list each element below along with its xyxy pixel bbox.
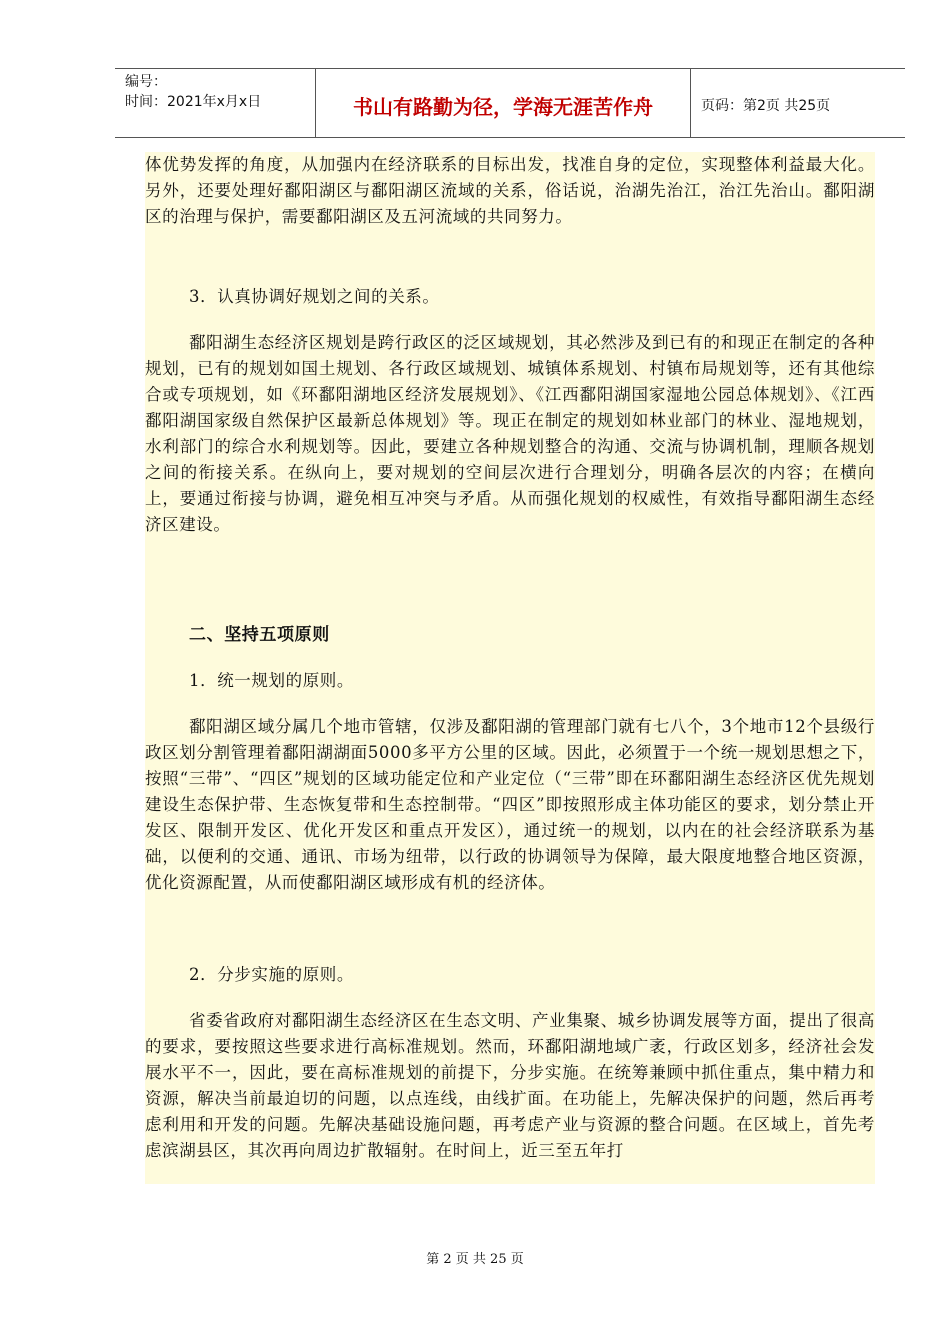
paragraph: 省委省政府对鄱阳湖生态经济区在生态文明、产业集聚、城乡协调发展等方面，提出了很高的要求，要按照这些要求进行高标准规划。然而，环鄱阳湖地域广袤，行政区划多，经济社会发展水平不一，因此，要在高标准规划的前提下，分步实施。在统筹兼顾中抓住重点，集中精力和资源，解决当前最迫切的问题，以点连线，由线扩面。在功能上，先解决保护的问题，然后再考虑利用和开发的问题。先解决基础设施问题，再考虑产业与资源的整合问题。在区域上，首先考虑滨湖县区，其次再向周边扩散辐射。在时间上，近三至五年打 — [145, 1011, 875, 1160]
document-body — [145, 152, 875, 1184]
section-item-title: 3．认真协调好规划之间的关系。 — [189, 287, 440, 306]
header-page-number: 页码：第2页 共25页 — [701, 98, 831, 114]
paragraph: 鄱阳湖生态经济区规划是跨行政区的泛区域规划，其必然涉及到已有的和现正在制定的各种规划，已有的规划如国土规划、各行政区域规划、城镇体系规划、村镇布局规划等，还有其他综合或专项规划，如《环鄱阳湖地区经济发展规划》、《江西鄱阳湖国家湿地公园总体规划》、《江西鄱阳湖国家级自然保护区最新总体规划》等。现正在制定的规划如林业部门的林业、湿地规划，水利部门的综合水利规划等。因此，要建立各种规划整合的沟通、交流与协调机制，理顺各规划之间的衔接关系。在纵向上，要对规划的空间层次进行合理划分，明确各层次的内容；在横向上，要通过衔接与协调，避免相互冲突与矛盾。从而强化规划的权威性，有效指导鄱阳湖生态经济区建设。 — [145, 333, 875, 534]
section-item-title: 2．分步实施的原则。 — [189, 965, 354, 984]
page-footer: 第 2 页 共 25 页 — [426, 1252, 524, 1267]
header-meta — [115, 69, 316, 137]
section-item-title: 1．统一规划的原则。 — [189, 671, 354, 690]
paragraph: 鄱阳湖区域分属几个地市管辖，仅涉及鄱阳湖的管理部门就有七八个，3个地市12个县级行政区划分割管理着鄱阳湖湖面5000多平方公里的区域。因此，必须置于一个统一规划思想之下，按照“三带”、“四区”规划的区域功能定位和产业定位（“三带”即在环鄱阳湖生态经济区优先规划建设生态保护带、生态恢复带和生态控制带。“四区”即按照形成主体功能区的要求，划分禁止开发区、限制开发区、优化开发区和重点开发区），通过统一的规划，以内在的社会经济联系为基础，以便利的交通、通讯、市场为纽带，以行政的协调领导为保障，最大限度地整合地区资源，优化资源配置，从而使鄱阳湖区域形成有机的经济体。 — [145, 717, 875, 892]
page-header — [115, 68, 905, 138]
paragraph: 体优势发挥的角度，从加强内在经济联系的目标出发，找准自身的定位，实现整体利益最大化。另外，还要处理好鄱阳湖区与鄱阳湖区流域的关系，俗话说，治湖先治江，治江先治山。鄱阳湖区的治理与保护，需要鄱阳湖区及五河流域的共同努力。 — [145, 155, 875, 226]
document-number-label: 编号： — [125, 74, 167, 90]
section-heading: 二、坚持五项原则 — [189, 625, 330, 645]
header-motto: 书山有路勤为径，学海无涯苦作舟 — [316, 69, 691, 137]
document-time-label: 时间：2021年x月x日 — [125, 94, 262, 110]
